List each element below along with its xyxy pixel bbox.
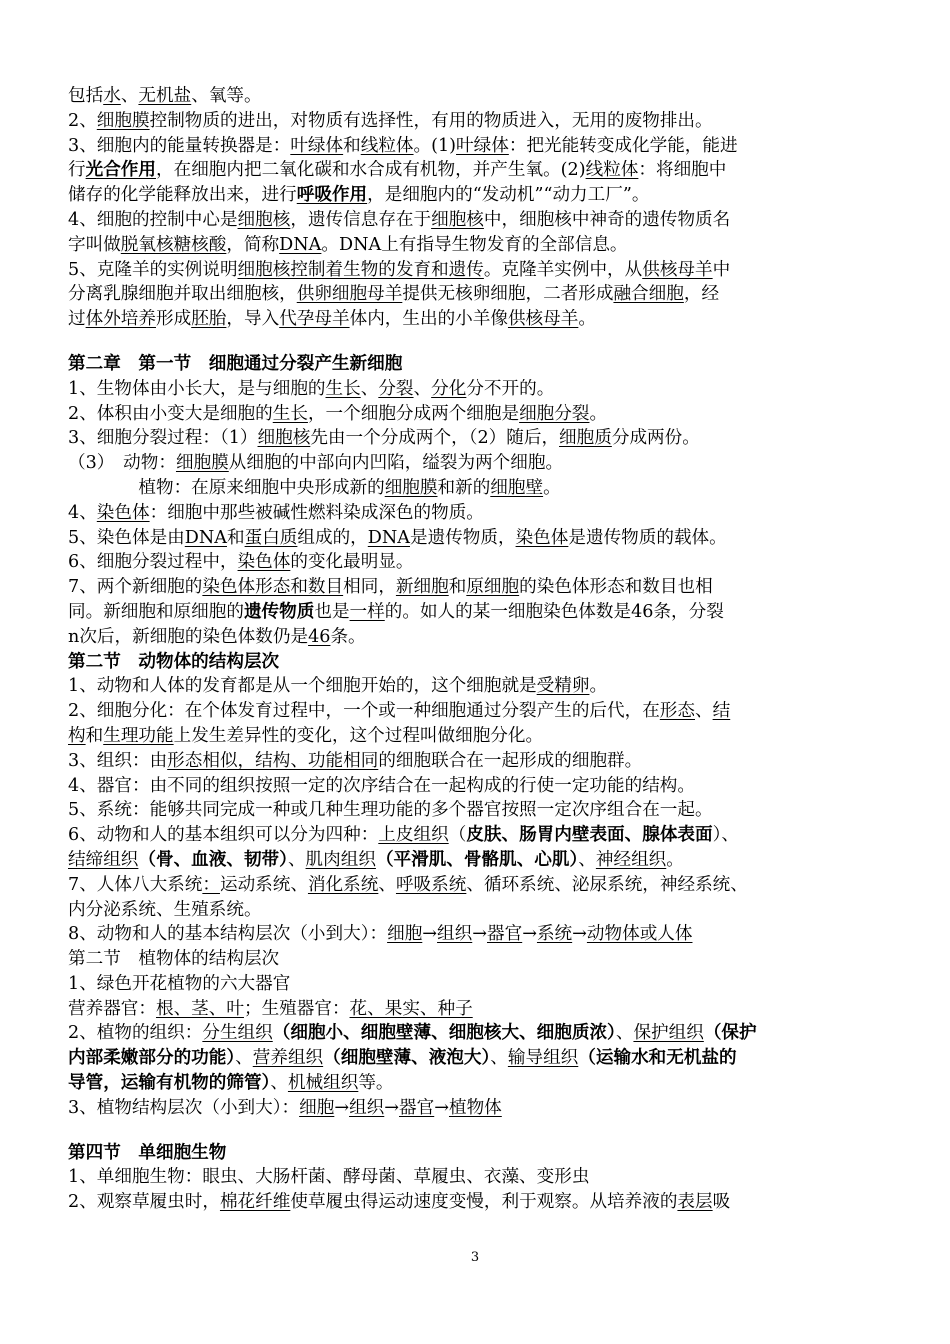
text-run: ，一个细胞分成两个细胞是 bbox=[307, 403, 520, 424]
underlined-term: 机械组织 bbox=[287, 1073, 359, 1094]
underlined-term: 线粒体 bbox=[360, 135, 414, 156]
text-run: 4、器官：由不同的组织按照一定的次序结合在一起构成的行使一定功能的结构。 bbox=[68, 775, 695, 796]
text-run: 、 bbox=[413, 378, 432, 399]
text-run: 、 bbox=[120, 86, 139, 106]
underlined-term: 染色体形态和数目 bbox=[202, 577, 344, 598]
underlined-term: 供卵细胞母羊 bbox=[296, 284, 403, 305]
text-run: ，在细胞内把二氧化碳和水合成有机物，并产生氧。(2) bbox=[156, 160, 586, 181]
text-run: 、 bbox=[615, 1023, 634, 1044]
text-run: 和 bbox=[226, 527, 245, 548]
underlined-term: 46 bbox=[308, 626, 331, 647]
underlined-term: 体外培养 bbox=[85, 309, 156, 330]
text-line bbox=[68, 724, 888, 749]
underlined-term: 呼吸系统 bbox=[395, 874, 467, 895]
text-line bbox=[68, 550, 888, 575]
text-line bbox=[68, 526, 888, 551]
underlined-term: DNA bbox=[279, 234, 322, 255]
underlined-term: 营养组织 bbox=[252, 1048, 324, 1069]
text-run: 3、细胞分裂过程：（1） bbox=[68, 428, 258, 449]
text-run: → bbox=[472, 924, 487, 945]
underlined-term: DNA bbox=[367, 527, 410, 548]
text-run: 3、组织：由 bbox=[68, 750, 168, 771]
bold-text: （运输水和无机盐的 bbox=[578, 1047, 737, 1069]
text-run: ：把光能转变成化学能，能进 bbox=[508, 135, 738, 156]
underlined-term: 原细胞 bbox=[466, 577, 520, 598]
text-run: 中 bbox=[712, 259, 731, 280]
text-run: ，遗传信息存在于 bbox=[290, 209, 432, 230]
text-run: → bbox=[572, 924, 587, 945]
underlined-term: 根、茎、叶 bbox=[155, 998, 244, 1019]
text-line bbox=[68, 699, 888, 724]
section-heading bbox=[68, 1141, 888, 1166]
text-line bbox=[68, 183, 888, 208]
text-run: 7、两个新细胞的 bbox=[68, 577, 203, 598]
text-run: 3、植物结构层次（小到大）： bbox=[68, 1097, 300, 1118]
underlined-term: 脱氧核糖核酸 bbox=[120, 234, 227, 255]
underlined-term: 肌肉组织 bbox=[305, 849, 376, 870]
text-run: 是遗传物质， bbox=[410, 527, 516, 548]
text-line bbox=[68, 134, 888, 159]
underlined-term: 细胞核 bbox=[431, 209, 484, 230]
text-run: 分离乳腺细胞并取出细胞核， bbox=[68, 284, 297, 305]
text-line bbox=[68, 1021, 888, 1046]
text-line bbox=[68, 798, 888, 823]
underlined-term: 新细胞 bbox=[395, 577, 449, 598]
text-run: 2、体积由小变大是细胞的 bbox=[68, 403, 273, 424]
text-run: 上发生差异性的变化，这个过程叫做细胞分化。 bbox=[173, 725, 544, 746]
underlined-term: 生长 bbox=[272, 403, 308, 424]
section-heading bbox=[68, 650, 888, 675]
underlined-term: 细胞核 bbox=[237, 209, 291, 230]
text-run: 组成的， bbox=[297, 527, 368, 548]
text-run: 8、动物和人的基本结构层次（小到大）： bbox=[68, 924, 388, 945]
text-run: 条。 bbox=[330, 626, 366, 647]
text-run: 。克隆羊实例中，从 bbox=[483, 259, 643, 280]
underlined-term: 组织 bbox=[437, 924, 473, 945]
underlined-term: 植物体 bbox=[448, 1097, 502, 1118]
underlined-term: 保护组织 bbox=[633, 1023, 704, 1044]
text-run: ）、 bbox=[712, 825, 740, 846]
underlined-term: 输导组织 bbox=[507, 1048, 579, 1069]
text-line bbox=[68, 1071, 888, 1096]
text-run: 也是 bbox=[314, 601, 350, 622]
text-line bbox=[68, 84, 888, 109]
underlined-term: 细胞膜 bbox=[175, 453, 229, 474]
bold-text: （细胞壁薄、液泡大） bbox=[323, 1047, 491, 1069]
text-line bbox=[68, 258, 888, 283]
underlined-term: 神经组织 bbox=[595, 849, 667, 870]
text-line bbox=[68, 377, 888, 402]
underlined-term: 器官 bbox=[399, 1097, 435, 1118]
text-run: 的染色体形态和数目也相 bbox=[519, 577, 713, 598]
text-line bbox=[68, 922, 888, 947]
text-run: （3） 动物： bbox=[68, 453, 176, 474]
underlined-term: 染色体 bbox=[96, 502, 150, 523]
text-line bbox=[68, 426, 888, 451]
text-line bbox=[68, 1096, 888, 1121]
text-run: 内分泌系统、生殖系统。 bbox=[68, 899, 262, 920]
text-run: 、 bbox=[490, 1048, 508, 1069]
page-number: 3 bbox=[470, 1250, 480, 1265]
underlined-term: 表层 bbox=[677, 1192, 713, 1213]
text-run: 4、细胞的控制中心是 bbox=[68, 209, 238, 230]
text-line bbox=[68, 208, 888, 233]
text-run: 、氧等。 bbox=[191, 86, 262, 106]
document-body bbox=[68, 84, 888, 1215]
text-line bbox=[68, 233, 888, 258]
text-run: → bbox=[334, 1097, 350, 1118]
text-run: 吸 bbox=[712, 1192, 731, 1213]
text-run: 控制物质的进出，对物质有选择性，有用的物质进入，无用的废物排出。 bbox=[149, 110, 713, 131]
text-line bbox=[68, 1165, 888, 1190]
text-run: ：将细胞中 bbox=[638, 160, 727, 181]
bold-text: 导管，运输有机物的筛管） bbox=[68, 1072, 271, 1094]
underlined-term: 分裂 bbox=[378, 378, 414, 399]
underlined-term: 组织 bbox=[349, 1097, 385, 1118]
text-line bbox=[68, 1190, 888, 1215]
underlined-term: 棉花纤维 bbox=[219, 1192, 291, 1213]
text-run: 中，细胞核中神奇的遗传物质名 bbox=[483, 209, 731, 230]
text-run: → bbox=[522, 924, 537, 945]
text-run: 分成两份。 bbox=[611, 428, 700, 449]
underlined-term: 染色体 bbox=[237, 552, 291, 573]
underlined-term: 蛋白质 bbox=[244, 527, 298, 548]
text-run: ：细胞中那些被碱性燃料染成深色的物质。 bbox=[149, 502, 484, 523]
underlined-term: 水 bbox=[103, 86, 121, 106]
text-run: 包括 bbox=[68, 86, 104, 106]
text-run: 和 bbox=[448, 577, 467, 598]
blank-line bbox=[68, 1121, 888, 1141]
text-run: 体内，生出的小羊像 bbox=[349, 309, 508, 330]
underlined-term: 细胞核 bbox=[257, 428, 311, 449]
underlined-term: 花、果实、种子 bbox=[349, 998, 473, 1019]
text-run: 分不开的。 bbox=[466, 378, 555, 399]
text-line bbox=[68, 282, 888, 307]
text-line bbox=[68, 307, 888, 332]
text-run: 的变化最明显。 bbox=[290, 552, 414, 573]
text-run: 储存的化学能释放出来，进行 bbox=[68, 185, 297, 206]
text-run: 、 bbox=[378, 874, 396, 895]
text-run: ，导入 bbox=[226, 309, 280, 330]
bold-text: （平滑肌、骨骼肌、心肌） bbox=[375, 848, 579, 870]
text-run: → bbox=[434, 1097, 449, 1118]
text-run: 2、细胞分化：在个体发育过程中，一个或一种细胞通过分裂产生的后代，在 bbox=[68, 701, 660, 722]
underlined-term: 器官 bbox=[487, 924, 523, 945]
underlined-term: 结 bbox=[712, 701, 731, 722]
text-run: 字叫做 bbox=[68, 234, 121, 255]
text-run: 、 bbox=[695, 701, 713, 722]
text-run: 、 bbox=[578, 849, 596, 870]
text-line bbox=[68, 600, 888, 625]
underlined-term: 分化 bbox=[431, 378, 467, 399]
text-run: 第二节 动物体的结构层次 bbox=[68, 650, 280, 672]
section-heading bbox=[68, 352, 888, 377]
underlined-term: 形态相似，结构、功能相同 bbox=[167, 750, 379, 771]
text-line bbox=[68, 575, 888, 600]
underlined-term: 受精卵 bbox=[536, 676, 590, 697]
text-line bbox=[68, 109, 888, 134]
text-run: 形成 bbox=[156, 309, 192, 330]
underlined-term: 细胞核控制着生物的发育和遗传 bbox=[237, 259, 484, 280]
underlined-term: 线粒体 bbox=[585, 160, 639, 181]
text-run: 先由一个分成两个，（2）随后， bbox=[310, 428, 560, 449]
text-run: 、 bbox=[360, 378, 379, 399]
text-run: 第二节 植物体的结构层次 bbox=[68, 949, 280, 970]
text-run: 、 bbox=[270, 1073, 288, 1094]
text-line bbox=[68, 823, 888, 848]
underlined-term: 供核母羊 bbox=[507, 309, 579, 330]
blank-line bbox=[68, 332, 888, 352]
underlined-term: 胚胎 bbox=[191, 309, 227, 330]
text-run: 6、动物和人的基本组织可以分为四种： bbox=[68, 825, 379, 846]
underlined-term: 呼吸作用 bbox=[296, 184, 368, 206]
text-run: 运动系统、 bbox=[219, 874, 308, 895]
underlined-term: 光合作用 bbox=[85, 159, 156, 181]
text-line bbox=[68, 997, 888, 1022]
underlined-term: 叶绿体 bbox=[456, 135, 509, 156]
text-run: 1、单细胞生物：眼虫、大肠杆菌、酵母菌、草履虫、衣藻、变形虫 bbox=[68, 1167, 590, 1188]
text-line bbox=[68, 501, 888, 526]
text-line bbox=[68, 774, 888, 799]
bold-text: 内部柔嫩部分的功能） bbox=[68, 1047, 236, 1069]
text-run: 2、观察草履虫时， bbox=[68, 1192, 220, 1213]
text-run: 。 bbox=[578, 309, 596, 330]
text-run: （ bbox=[448, 825, 467, 846]
bold-text: 遗传物质 bbox=[243, 600, 315, 622]
text-run: 5、克隆羊的实例说明 bbox=[68, 259, 238, 280]
text-run: 2、植物的组织： bbox=[68, 1023, 203, 1044]
underlined-term: 构 bbox=[68, 725, 86, 746]
bold-text: （保护 bbox=[703, 1022, 757, 1044]
underlined-term: 细胞膜 bbox=[96, 110, 150, 131]
text-run: 植物：在原来细胞中央形成新的 bbox=[68, 477, 385, 498]
text-run: 3、细胞内的能量转换器是： bbox=[68, 135, 291, 156]
text-run: 5、系统：能够共同完成一种或几种生理功能的多个器官按照一定次序组合在一起。 bbox=[68, 800, 713, 821]
underlined-term: 系统 bbox=[536, 924, 573, 945]
text-run: ；生殖器官： bbox=[243, 998, 350, 1019]
text-run: 行 bbox=[68, 160, 86, 181]
text-run: 6、细胞分裂过程中， bbox=[68, 552, 238, 573]
underlined-term: 生理功能 bbox=[103, 725, 174, 746]
underlined-term: 代孕母羊 bbox=[279, 309, 350, 330]
text-line bbox=[68, 674, 888, 699]
bold-text: （骨、血液、韧带） bbox=[138, 848, 288, 870]
underlined-term: 细胞质 bbox=[559, 428, 612, 449]
text-line bbox=[68, 898, 888, 923]
text-line bbox=[68, 947, 888, 972]
underlined-term: 形态 bbox=[659, 701, 695, 722]
text-run: 营养器官： bbox=[68, 998, 156, 1019]
text-run: 5、染色体是由 bbox=[68, 527, 185, 548]
text-run: 和 bbox=[85, 725, 104, 746]
text-run: 的。如人的某一细胞染色体数是46条，分裂 bbox=[384, 601, 724, 622]
text-line bbox=[68, 848, 888, 873]
text-run: 使草履虫得运动速度变慢，利于观察。从培养液的 bbox=[290, 1192, 678, 1213]
text-run: 。DNA上有指导生物发育的全部信息。 bbox=[321, 234, 628, 255]
text-line bbox=[68, 402, 888, 427]
text-run: → bbox=[384, 1097, 400, 1118]
underlined-term: 上皮组织 bbox=[378, 825, 449, 846]
text-run: 从细胞的中部向内凹陷，缢裂为两个细胞。 bbox=[228, 453, 564, 474]
text-run: 7、人体八大系统 bbox=[68, 874, 203, 895]
text-run: 和新的 bbox=[437, 477, 491, 498]
text-run: 提供无核卵细胞，二者形成 bbox=[402, 284, 614, 305]
text-run: 相同， bbox=[343, 577, 396, 598]
text-line bbox=[68, 625, 888, 650]
text-run: 、循环系统、泌尿系统，神经系统、 bbox=[466, 874, 748, 895]
underlined-term: 无机盐 bbox=[138, 86, 192, 106]
text-run: 1、生物体由小长大，是与细胞的 bbox=[68, 378, 326, 399]
text-run: → bbox=[422, 924, 438, 945]
text-run: 等。 bbox=[358, 1073, 394, 1094]
text-run: n次后，新细胞的染色体数仍是 bbox=[68, 626, 309, 647]
text-run: 。 bbox=[666, 849, 684, 870]
text-run: 第四节 单细胞生物 bbox=[68, 1141, 227, 1163]
text-line bbox=[68, 972, 888, 997]
text-run: 、 bbox=[287, 849, 306, 870]
text-line bbox=[68, 158, 888, 183]
underlined-term: 融合细胞 bbox=[613, 284, 684, 305]
text-line bbox=[68, 1046, 888, 1071]
text-run: ，是细胞内的“发动机”“动力工厂”。 bbox=[367, 185, 650, 206]
text-run: 。 bbox=[589, 403, 608, 424]
underlined-term: 生长 bbox=[325, 378, 361, 399]
text-line bbox=[68, 451, 888, 476]
text-run: 、 bbox=[235, 1048, 253, 1069]
underlined-term: 供核母羊 bbox=[642, 259, 713, 280]
text-run: ，经 bbox=[683, 284, 720, 305]
text-run: 是遗传物质的载体。 bbox=[568, 527, 727, 548]
text-run: 。 bbox=[589, 676, 608, 697]
underlined-term: 一样 bbox=[349, 601, 385, 622]
underlined-term: ： bbox=[202, 874, 220, 895]
text-line bbox=[68, 476, 888, 501]
underlined-term: 细胞 bbox=[299, 1097, 335, 1118]
text-run: ，简称 bbox=[226, 234, 280, 255]
underlined-term: 结缔组织 bbox=[68, 849, 139, 870]
text-run: 2、 bbox=[68, 110, 97, 131]
bold-text: 皮肤、肠胃内壁表面、腺体表面 bbox=[466, 824, 713, 846]
text-line bbox=[68, 749, 888, 774]
underlined-term: 分生组织 bbox=[202, 1023, 273, 1044]
text-run: 1、动物和人体的发育都是从一个细胞开始的，这个细胞就是 bbox=[68, 676, 537, 697]
text-run: 1、绿色开花植物的六大器官 bbox=[68, 973, 291, 994]
underlined-term: 细胞 bbox=[387, 924, 423, 945]
underlined-term: 叶绿体 bbox=[290, 135, 344, 156]
text-run: 同。新细胞和原细胞的 bbox=[68, 601, 244, 622]
text-line bbox=[68, 873, 888, 898]
text-run: 4、 bbox=[68, 502, 97, 523]
underlined-term: 细胞分裂 bbox=[519, 403, 590, 424]
text-run: 。(1) bbox=[413, 135, 457, 156]
text-run: 第二章 第一节 细胞通过分裂产生新细胞 bbox=[68, 352, 403, 374]
underlined-term: DNA bbox=[184, 527, 227, 548]
underlined-term: 染色体 bbox=[515, 527, 569, 548]
underlined-term: 动物体或人体 bbox=[586, 924, 693, 945]
underlined-term: 细胞膜 bbox=[384, 477, 438, 498]
bold-text: （细胞小、细胞壁薄、细胞核大、细胞质浓） bbox=[272, 1022, 616, 1044]
text-run: 。 bbox=[543, 477, 561, 498]
text-run: 的细胞联合在一起形成的细胞群。 bbox=[378, 750, 643, 771]
text-run: 过 bbox=[68, 309, 86, 330]
underlined-term: 消化系统 bbox=[307, 874, 379, 895]
underlined-term: 细胞壁 bbox=[490, 477, 544, 498]
text-run: 和 bbox=[343, 135, 361, 156]
